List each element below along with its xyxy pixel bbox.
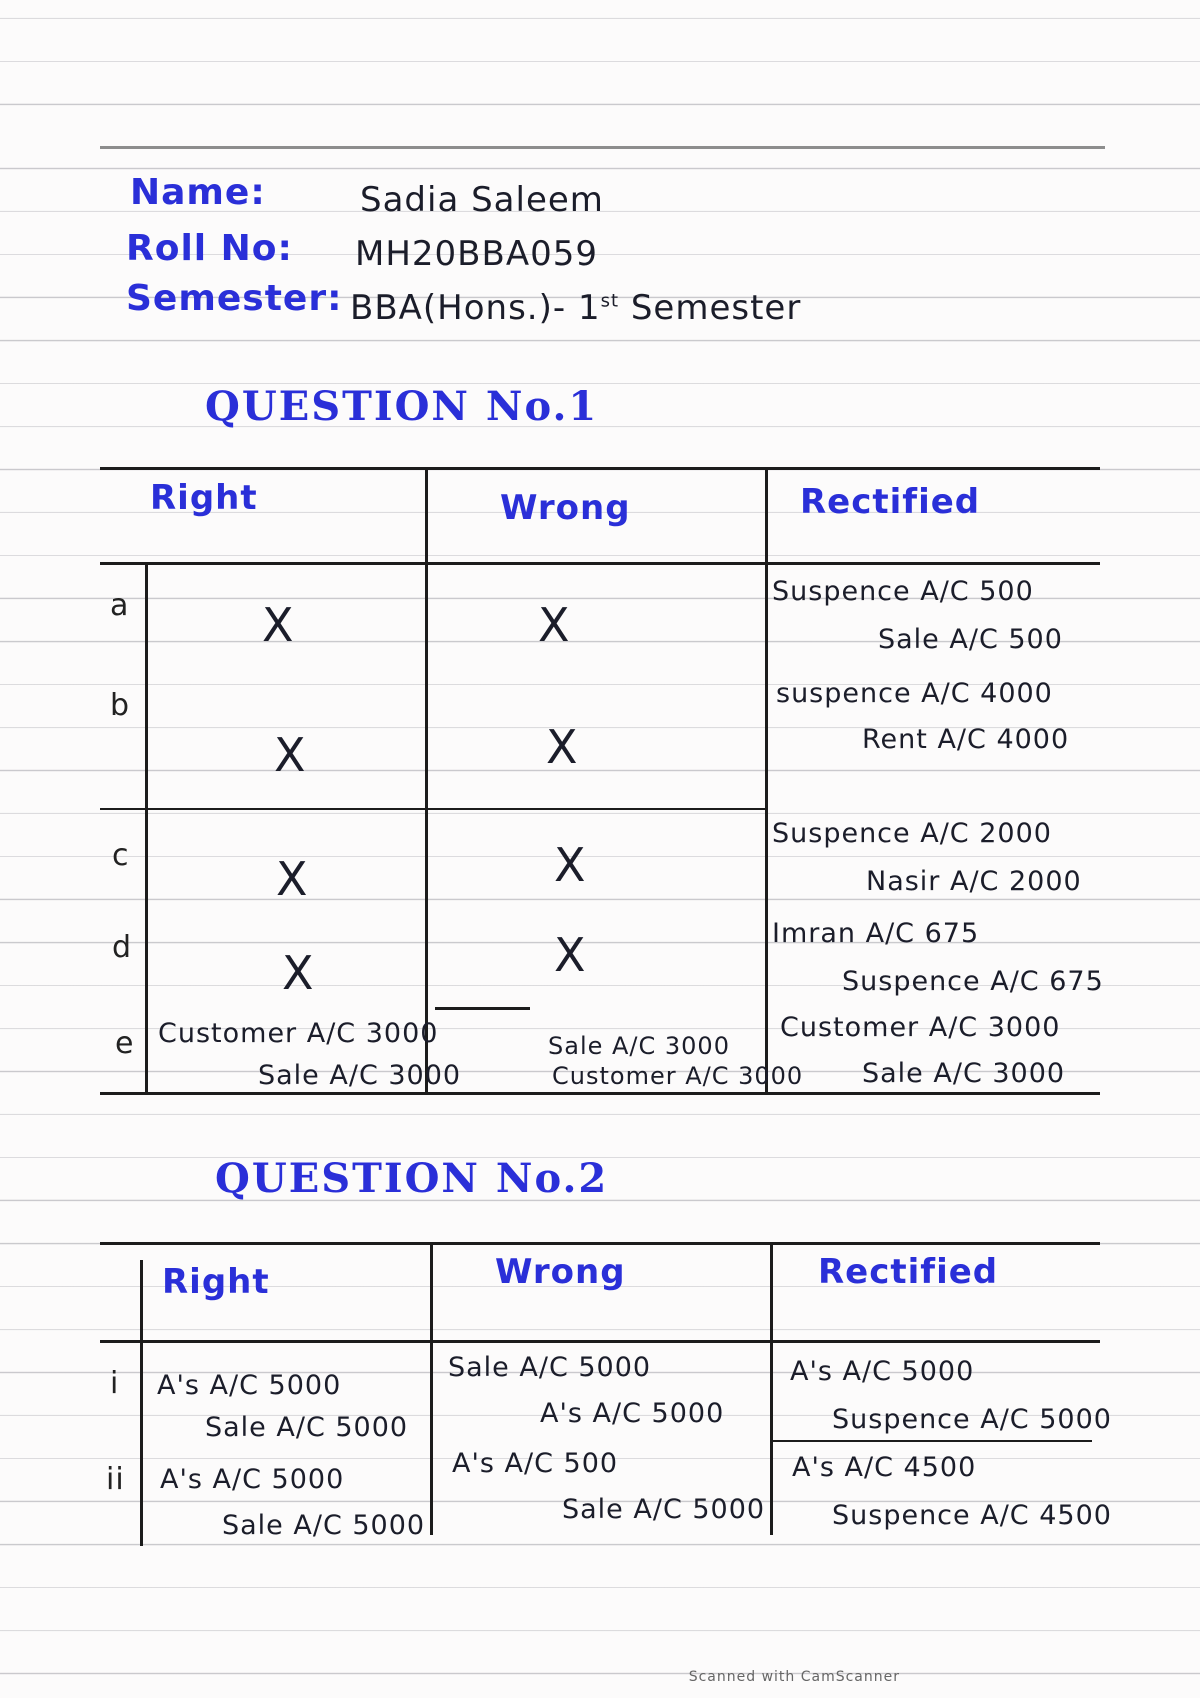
q1-dash-mark: [435, 1007, 530, 1010]
scanner-footer: Scanned with CamScanner: [688, 1669, 900, 1685]
q2-row-ii-rect-debit: A's A/C 4500: [792, 1452, 977, 1483]
q1-row-divider-c: [100, 808, 765, 810]
q2-row-i-right-debit: A's A/C 5000: [157, 1370, 342, 1401]
q2-header-right: Right: [162, 1262, 270, 1302]
q1-row-a-rect-credit: Sale A/C 500: [878, 624, 1063, 655]
question-2-title: QUESTION No.2: [215, 1155, 609, 1202]
semester-value-post: Semester: [619, 288, 802, 328]
q1-row-e-right-debit: Customer A/C 3000: [158, 1018, 439, 1049]
q1-row-a-wrong: X: [538, 598, 571, 652]
q2-top-border: [100, 1242, 1100, 1245]
name-value: Sadia Saleem: [360, 180, 604, 220]
top-rule: [100, 146, 1105, 149]
q2-header-rectified: Rectified: [818, 1252, 999, 1292]
q1-bottom-border: [100, 1092, 1100, 1095]
q1-row-c-right: X: [276, 852, 309, 906]
semester-value-main: BBA(Hons.)- 1: [350, 288, 601, 328]
q2-row-i-rect-debit: A's A/C 5000: [790, 1356, 975, 1387]
q1-row-b-rect-debit: suspence A/C 4000: [776, 678, 1053, 709]
q1-row-a-right: X: [262, 598, 295, 652]
q2-header-wrong: Wrong: [495, 1252, 626, 1292]
q1-col-divider-2: [765, 470, 768, 1094]
q1-row-label-e: e: [115, 1026, 135, 1061]
q2-row-ii-rect-credit: Suspence A/C 4500: [832, 1500, 1112, 1531]
q1-row-label-c: c: [112, 838, 130, 873]
q1-row-label-d: d: [112, 930, 133, 965]
q1-header-rectified: Rectified: [800, 482, 981, 522]
q1-row-d-wrong: X: [554, 928, 587, 982]
q1-row-e-rect-debit: Customer A/C 3000: [780, 1012, 1061, 1043]
q1-row-c-wrong: X: [554, 838, 587, 892]
q1-row-b-wrong: X: [546, 720, 579, 774]
q2-col-divider-2: [770, 1245, 773, 1535]
q1-row-c-rect-debit: Suspence A/C 2000: [772, 818, 1052, 849]
q1-row-a-rect-debit: Suspence A/C 500: [772, 576, 1034, 607]
roll-label: Roll No:: [126, 228, 293, 269]
q1-top-border: [100, 467, 1100, 470]
roll-value: MH20BBA059: [355, 234, 598, 274]
semester-sup: st: [600, 290, 620, 312]
q1-row-label-a: a: [110, 588, 130, 623]
q2-row-ii-right-credit: Sale A/C 5000: [222, 1510, 426, 1541]
q1-row-d-rect-credit: Suspence A/C 675: [842, 966, 1104, 997]
q1-row-d-rect-debit: Imran A/C 675: [772, 918, 980, 949]
q2-rect-divider: [772, 1440, 1092, 1442]
q2-row-label-i: i: [110, 1366, 120, 1401]
q2-label-divider: [140, 1260, 143, 1546]
semester-value: [350, 288, 801, 328]
q1-header-wrong: Wrong: [500, 488, 631, 528]
q2-row-label-ii: ii: [106, 1462, 125, 1497]
q1-row-c-rect-credit: Nasir A/C 2000: [866, 866, 1082, 897]
name-label: Name:: [130, 172, 266, 213]
q2-row-i-wrong-credit: A's A/C 5000: [540, 1398, 725, 1429]
question-1-title: QUESTION No.1: [205, 383, 599, 430]
q1-row-e-rect-credit: Sale A/C 3000: [862, 1058, 1066, 1089]
q2-header-border: [100, 1340, 1100, 1343]
q2-row-i-wrong-debit: Sale A/C 5000: [448, 1352, 652, 1383]
q2-row-i-right-credit: Sale A/C 5000: [205, 1412, 409, 1443]
q1-header-right: Right: [150, 478, 258, 518]
q1-row-e-wrong-credit: Customer A/C 3000: [552, 1062, 804, 1090]
q2-row-i-rect-credit: Suspence A/C 5000: [832, 1404, 1112, 1435]
q1-row-label-b: b: [110, 688, 131, 723]
q1-row-b-rect-credit: Rent A/C 4000: [862, 724, 1070, 755]
q1-row-e-wrong-debit: Sale A/C 3000: [548, 1032, 730, 1060]
q2-col-divider-1: [430, 1245, 433, 1535]
q1-row-d-right: X: [282, 946, 315, 1000]
q1-row-e-right-credit: Sale A/C 3000: [258, 1060, 462, 1091]
q2-row-ii-right-debit: A's A/C 5000: [160, 1464, 345, 1495]
q1-header-border: [100, 562, 1100, 565]
q2-row-ii-wrong-credit: Sale A/C 5000: [562, 1494, 766, 1525]
q1-col-divider-1: [425, 470, 428, 1094]
semester-label: Semester:: [126, 278, 343, 319]
q1-row-b-right: X: [274, 728, 307, 782]
q1-label-divider: [145, 562, 148, 1094]
q2-row-ii-wrong-debit: A's A/C 500: [452, 1448, 619, 1479]
